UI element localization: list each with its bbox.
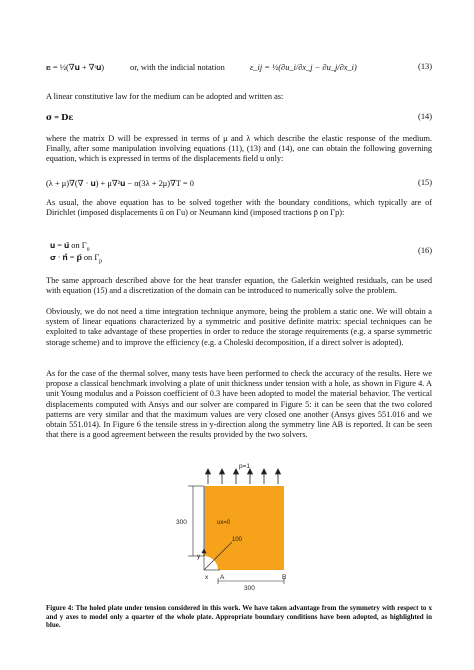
figure-holed-plate — [160, 462, 320, 592]
equation-16-line-2: 𝛔 · 𝐧̂ = 𝐩̄ on $\Gamma_p$ — [50, 253, 103, 265]
figure-caption: Figure 4: The holed plate under tension considered in this work. We have taken advantage from the symmetry with respect to x and y axes to model only a quarter of the whole plate. Appropriate boundary conditions have been adopted, as highlighted in blue. — [46, 604, 432, 630]
equation-14-number: (14) — [418, 112, 432, 121]
equation-15: (λ + μ)∇(∇ · 𝐮) + μ∇²𝐮 − α(3λ + 2μ)∇T = 0 — [46, 179, 194, 188]
axis-y-label: y — [197, 553, 201, 560]
paragraph-thermal: As for the case of the thermal solver, many tests have been performed to check the accuracy of the results. Here we propose a classical benchmark involving a plate of unit thickness under tension with a hole, as shown in Figure 4. A unit Young modulus and a Poisson coefficient of 0.3 have been adopted to model the material behavior. The vertical displacements computed with Ansys and our solver are compared in Figure 5: it can be seen that the two colored patterns are very similar and that the maximum values are very closed one another (Ansys gives 551.016 and we obtain 551.014). In Figure 6 the tensile stress in y-direction along the symmetry line AB is reported. It can be seen that there is a good agreement between the results provided by the two solvers. — [46, 369, 432, 440]
plate-quarter — [204, 486, 284, 570]
load-arrows — [206, 469, 281, 484]
equation-13-number: (13) — [418, 62, 432, 71]
paragraph-matrix: where the matrix D will be expressed in terms of μ and λ which describe the elastic response of the medium. Finally, after some manipulation involving equations (11), (13) and (14), one can obtain the following governing equation, which is expressed in terms of the displacements field u only: — [46, 134, 432, 164]
dimension-horizontal — [218, 578, 284, 584]
dimension-vertical — [188, 486, 204, 556]
equation-15-number: (15) — [418, 178, 432, 187]
bc-label: ux=0 — [217, 520, 231, 526]
equation-13-lhs: 𝛆 = ½(∇𝐮 + ∇ᵗ𝐮) — [46, 63, 105, 72]
radius-label: 100 — [232, 537, 243, 543]
equation-13-text: or, with the indicial notation — [130, 63, 225, 72]
paragraph-boundary: As usual, the above equation has to be solved together with the boundary conditions, which typically are of Dirichlet (imposed displacements ū on Γu) or Neumann kind (imposed tractions p̄ on Γp): — [46, 198, 432, 218]
equation-16-number: (16) — [418, 246, 432, 255]
dimension-vertical-label: 300 — [176, 519, 187, 526]
equation-14: 𝛔 = 𝐃𝛆 — [46, 113, 74, 122]
dimension-horizontal-label: 300 — [244, 585, 255, 592]
paragraph-constitutive: A linear constitutive law for the medium can be adopted and written as: — [46, 92, 284, 101]
point-a-label: A — [220, 574, 225, 581]
paragraph-obviously: Obviously, we do not need a time integration technique anymore, being the problem a static one. We will obtain a system of linear equations characterized by a symmetric and positive definite matrix: special techniques can be exploited to take advantage of these properties in order to reduce the storage requirements (e.g. a sparse symmetric storage scheme) and to improve the efficiency (e.g. a Choleski decomposition, if a direct solver is adopted). — [46, 307, 432, 347]
point-b-label: B — [282, 574, 287, 581]
paragraph-same-approach: The same approach described above for the heat transfer equation, the Galerkin weighted residuals, can be used with equation (15) and a discretization of the domain can be introduced to numerically solve the problem. — [46, 276, 432, 296]
equation-16-line-1: 𝐮 = 𝐮̄ on $\Gamma_u$ — [50, 241, 90, 253]
axis-x-label: x — [205, 574, 209, 581]
load-label: p=1 — [239, 463, 251, 470]
equation-13-rhs: ε_ij = ½(∂u_i/∂x_j − ∂u_j/∂x_i) — [250, 63, 357, 72]
